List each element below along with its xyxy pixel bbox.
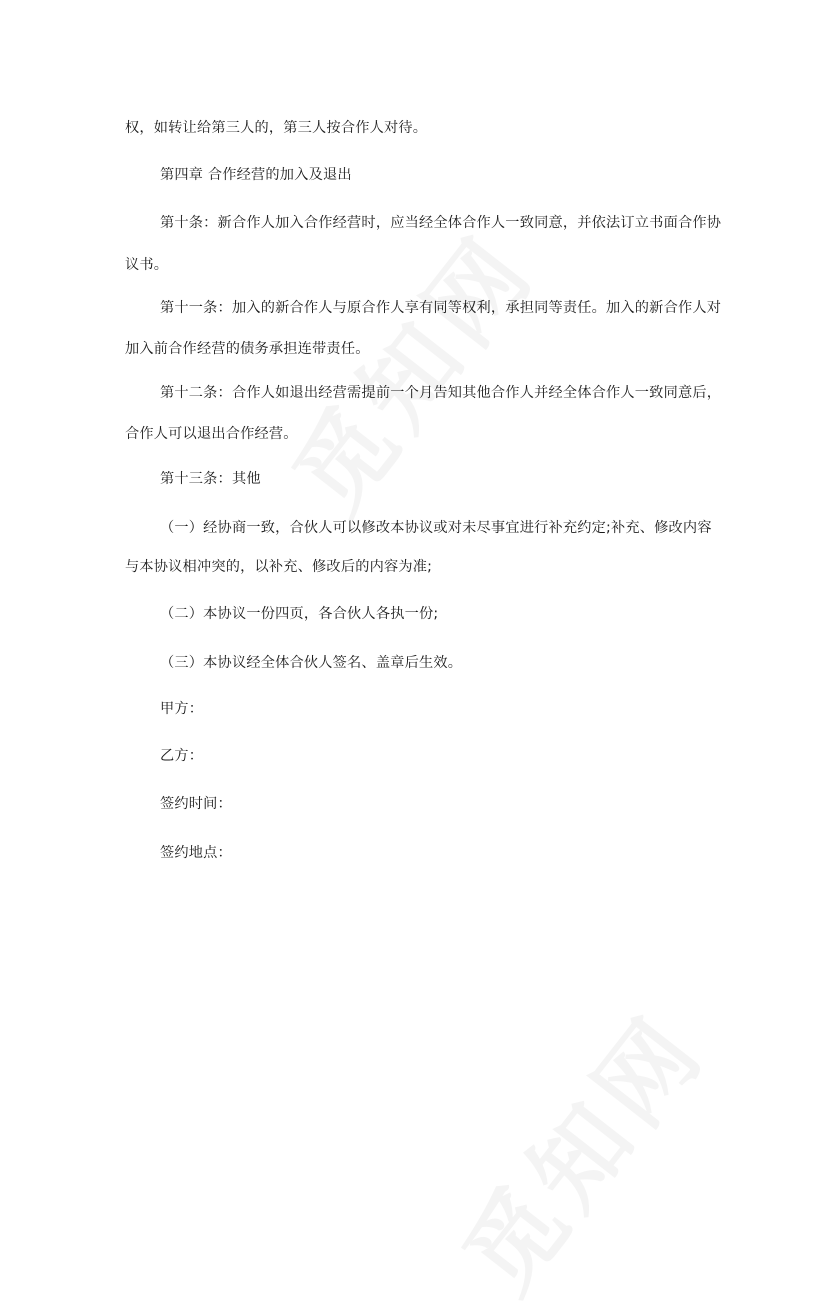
party-b-label: 乙方： bbox=[160, 748, 204, 764]
clause-2: （二）本协议一份四页，各合伙人各执一份; bbox=[160, 606, 439, 622]
signing-time-label: 签约时间： bbox=[160, 796, 232, 812]
article-11-line-1: 第十一条：加入的新合作人与原合作人享有同等权利，承担同等责任。加入的新合作人对 bbox=[160, 300, 722, 316]
article-12-line-1: 第十二条：合作人如退出经营需提前一个月告知其他合作人并经全体合作人一致同意后， bbox=[160, 385, 722, 401]
party-a-label: 甲方： bbox=[160, 701, 204, 717]
article-11-line-2: 加入前合作经营的债务承担连带责任。 bbox=[125, 341, 370, 357]
clause-3: （三）本协议经全体合伙人签名、盖章后生效。 bbox=[160, 655, 463, 671]
watermark bbox=[257, 201, 561, 536]
watermark-bottom bbox=[427, 981, 731, 1316]
article-12-line-2: 合作人可以退出合作经营。 bbox=[125, 426, 298, 442]
clause-1-line-1: （一）经协商一致，合伙人可以修改本协议或对未尽事宜进行补充约定;补充、修改内容 bbox=[160, 520, 712, 536]
chapter-heading: 第四章 合作经营的加入及退出 bbox=[160, 167, 352, 183]
signing-place-label: 签约地点： bbox=[160, 845, 232, 861]
clause-1-line-2: 与本协议相冲突的，以补充、修改后的内容为准; bbox=[125, 559, 433, 575]
article-10-line-2: 议书。 bbox=[125, 257, 169, 273]
article-13-heading: 第十三条：其他 bbox=[160, 471, 261, 487]
article-10-line-1: 第十条：新合作人加入合作经营时，应当经全体合作人一致同意，并依法订立书面合作协 bbox=[160, 215, 722, 231]
text-line: 权，如转让给第三人的，第三人按合作人对待。 bbox=[125, 120, 428, 136]
